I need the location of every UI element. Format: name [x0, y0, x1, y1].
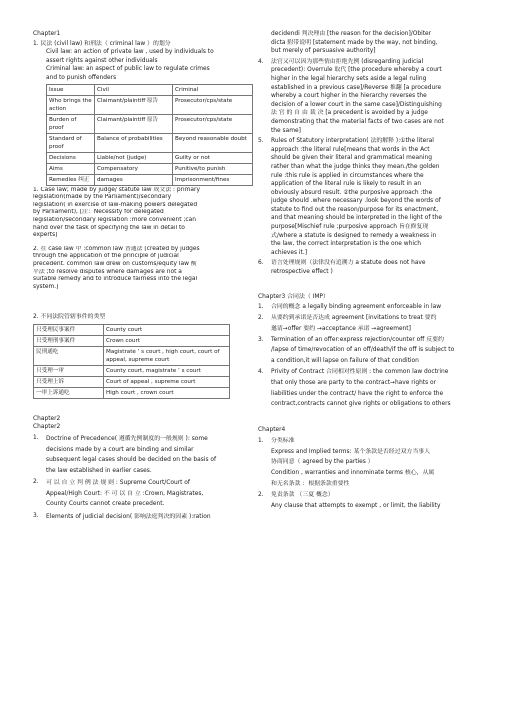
- civil-criminal-table-cell: Burden of proof: [47, 114, 95, 133]
- court-table-cell: 只受理上诉: [34, 376, 104, 387]
- chapter2-item: [33, 478, 243, 510]
- chapter2-list: [33, 434, 243, 522]
- chapter3-line: [258, 389, 473, 400]
- interpretation-line: rather than what the judge thinks they mean./the golden: [271, 163, 440, 170]
- interpretation-line: obviously absurd result. ②the purposive approach :the: [271, 189, 433, 196]
- chapter3-line: [258, 335, 473, 346]
- civil-law-def: Civil law: an action of private law , used by individuals to: [46, 49, 214, 56]
- chapter2-item: [33, 512, 243, 523]
- right-column: decidendi 判决理由 [the reason for the decision]/Obiter dicta 附带说明 [statement made by the way, not binding, but merely of persuasive authority] 4. 法官又可以因为那些情由拒绝先例 (disregarding judicial precedent): Overrule 取代 [the procedure whereby a court higher in the legal hierarchy sets aside a legal ruling established in a previous case]/Reverse 推翻 [a procedure whereby a court higher in the hierarchy reverses the decision of a lower court in the same case]/Distinguishing 法 官 的 自 由 裁 决 [a precedent is avoided by a judge demonstrating that the material facts of two cases are not the same] 5. Rules of Statutory interpretation( 法的解释 ):①the literal approach :the literal rule[means that words in the Act should be given their literal and grammatical meaning rather than what the judge thinks they mean./the golden rule :this rule is applied in circumstances where the application of the literal rule is likely to result in an obviously absurd result. ②the purposive approach :the judge should .where necessary .look beyond the words of statute to find out the reason/purpose for its enactment, and that meaning should be interpreted in the light of the purpose[Mischief rule ;purposive approach 旨在修复现 式/where a statute is designed to remedy a weakness in the law, the correct interpretation is the one which achieves it.] 6. 语言处理规则（法律没有追溯力 a statute does not have retrospective effect ) Chapter3 合同法（ IMP） 1. 合同的概念 a legally binding agreement enforceable in law 2. 从要约到承诺是否达成 agreement [invitations to treat 要约 邀请→offer 要约 →acceptance 承诺 →agreement] 3. Termination of an offer:express rejection/counter off 反要约 /lapse of time/revocation of an off/death/if the off is subject to a condition,it will lapse on failure of that condition 4. Privity of Contract 合同相对性原则 : the common law doctrine that only those are party to the contract→have rights or liabilities under the contract/ have the right to enforce the contract,contracts cannot give rights or obligations to others Chapter4 1. 分类标准 Express and Implied terms: 某个条款是否经过双方当事人 协商同意（ agreed by the parties ） Condition , warranties and innominate terms 核心，从属 和无名条款 ：根据条款重要性 2. 免责条款 （三夏 概念） Any clause that attempts to exempt , or limit, the liability: [258, 30, 473, 511]
- chapter3-line: [258, 324, 473, 335]
- interpretation-line: should be given their literal and grammatical meaning: [271, 155, 432, 162]
- case-law-line: experts]: [33, 232, 58, 239]
- civil-criminal-table-cell: Claimant/plaintiff 原告: [95, 95, 173, 114]
- civil-criminal-table-cell: Remedies 纠正: [47, 174, 95, 185]
- interpretation-line: application of the literal rule is likely to result in an: [271, 181, 422, 188]
- precedent-line: 法 官 的 自 由 裁 决 [a precedent is avoided by a judge: [271, 110, 428, 117]
- chapter3-line: [258, 313, 473, 324]
- item-number: [258, 447, 271, 458]
- civil-criminal-table-cell: Prosecutor/cps/state: [173, 95, 253, 114]
- item-number: 3.: [258, 336, 264, 343]
- interpretation-line: the law, the correct interpretation is the one which: [271, 241, 421, 248]
- civil-criminal-table-cell: Criminal: [173, 84, 253, 95]
- ratio-decidendi-paragraph: [258, 30, 473, 56]
- chapter3-text: a condition,it will lapse on failure of that condition: [271, 358, 419, 365]
- retrospective-paragraph: [271, 259, 473, 276]
- item-number: [258, 457, 271, 468]
- chapter4-text: 和无名条款 ：根据条款重要性: [271, 480, 350, 487]
- criminal-law-def: Criminal law: an aspect of public law to regulate crimes: [46, 66, 210, 73]
- court-table-cell: Magistrate ’ s court , high court, court of appeal, supreme court: [104, 346, 230, 365]
- court-table-cell: Court of appeal , supreme court: [104, 376, 230, 387]
- item-number: 1.: [258, 437, 264, 444]
- statutory-interpretation-paragraph: [271, 137, 473, 257]
- chapter4-list: [258, 436, 473, 512]
- chapter3-line: [258, 367, 473, 378]
- court-table-cell: County court: [104, 324, 230, 335]
- civil-criminal-table-cell: Claimant/plaintiff 原告: [95, 114, 173, 133]
- chapter2-item-line: the law established in earlier cases.: [46, 467, 152, 474]
- chapter4-line: [258, 457, 473, 468]
- common-law-paragraph: [33, 246, 243, 292]
- chapter3-line: [258, 378, 473, 389]
- interpretation-line: and that meaning should be interpreted in the light of the: [271, 215, 442, 222]
- common-law-line: 2. 在 case law 中 :common law 普通法 [created by judges: [33, 245, 200, 252]
- precedent-line: 法官又可以因为那些情由拒绝先例 (disregarding judicial: [271, 58, 424, 65]
- civil-criminal-table-cell: Prosecutor/cps/state: [173, 114, 253, 133]
- interpretation-line: purpose[Mischief rule ;purposive approach 旨在修复现: [271, 224, 429, 231]
- court-table-row: [34, 387, 230, 398]
- item-number: 2.: [258, 315, 264, 322]
- item-number: [258, 399, 271, 410]
- civil-criminal-table-cell: Balance of probabilities: [95, 133, 173, 152]
- precedent-line: precedent): Overrule 取代 [the procedure whereby a court: [271, 67, 442, 74]
- section1-title: 1. 民法 (civil law) 和刑法（ criminal law ）的划分: [33, 40, 171, 47]
- chapter2-heading: Chapter2: [33, 415, 61, 422]
- chapter4-line: [258, 436, 473, 447]
- item-number: [258, 468, 271, 479]
- case-law-line: hand over the task of specifying the law in detail to: [33, 224, 185, 231]
- civil-law-def-cont: assert rights against other individuals: [46, 57, 158, 64]
- chapter4-line: [258, 447, 473, 458]
- item-number: [258, 324, 271, 335]
- interpretation-line: 式/where a statute is designed to remedy a weakness in: [271, 232, 437, 239]
- case-law-line: by Parliament), [注：Necessity for delegated: [33, 209, 164, 216]
- ratio-line: dicta 附带说明 [statement made by the way, not binding,: [271, 39, 438, 46]
- civil-criminal-table-cell: Liable/not (judge): [95, 152, 173, 163]
- chapter4-line: [258, 468, 473, 479]
- civil-criminal-table-cell: Civil: [95, 84, 173, 95]
- item-number: [258, 501, 271, 512]
- chapter2-item-line: subsequent legal cases should be decided on the basis of: [46, 457, 217, 464]
- chapter2-item-line: Elements of judicial decision( 影响法庭判决的因素 ):ration: [46, 513, 211, 520]
- chapter4-line: [258, 501, 473, 512]
- chapter3-line: [258, 302, 473, 313]
- court-table-cell: High court , crown court: [104, 387, 230, 398]
- civil-criminal-table-cell: Who brings the action: [47, 95, 95, 114]
- item-number: 1.: [33, 435, 39, 442]
- chapter3-text: contract,contracts cannot give rights or obligations to others: [271, 401, 451, 408]
- item-number: 2.: [258, 491, 264, 498]
- criminal-law-def-cont: and to punish offenders: [46, 74, 117, 81]
- chapter2-item-line: County Courts cannot create precedent.: [46, 501, 165, 508]
- item-number: 3.: [33, 512, 39, 519]
- court-table-row: [34, 335, 230, 346]
- court-table-cell: 只受理刑事案件: [34, 335, 104, 346]
- chapter4-text: 协商同意（ agreed by the parties ）: [271, 459, 374, 466]
- chapter2-item: [33, 434, 243, 476]
- chapter4-line: [258, 479, 473, 490]
- interpretation-line: judge should .where necessary .look beyond the words of: [271, 198, 441, 205]
- civil-criminal-table-row: [47, 152, 253, 163]
- court-table-cell: Crown court: [104, 335, 230, 346]
- case-law-line: legislation( in exercise of law-making powers delegated: [33, 201, 198, 208]
- precedent-line: established in a previous case]/Reverse 推翻 [a procedure: [271, 84, 442, 91]
- chapter3-text: 从要约到承诺是否达成 agreement [invitations to treat 要约: [271, 315, 437, 322]
- court-table-row: [34, 365, 230, 376]
- chapter4-text: 免责条款 （三夏 概念）: [271, 491, 334, 498]
- precedent-line: the same]: [271, 127, 301, 134]
- court-jurisdiction-table: [33, 324, 230, 399]
- interpretation-line: statute to find out the reason/purpose for its enactment,: [271, 206, 439, 213]
- chapter3-text: Termination of an offer:express rejection/counter off 反要约: [271, 336, 444, 343]
- case-law-paragraph: [33, 187, 243, 240]
- civil-criminal-table-cell: Imprisonment/fines: [173, 174, 253, 185]
- chapter2-subheading: Chapter2: [33, 424, 61, 431]
- chapter4-text: 分类标准: [271, 437, 295, 444]
- precedent-line: decision of a lower court in the same case]/Distinguishing: [271, 101, 442, 108]
- civil-criminal-table-cell: damages: [95, 174, 173, 185]
- civil-criminal-table-row: [47, 133, 253, 152]
- common-law-line: through the application of the principle of judicial: [33, 253, 179, 260]
- common-law-line: precedent. common law drew on customs/equity law 衡: [33, 260, 197, 267]
- precedent-line: higher in the legal hierarchy sets aside a legal ruling: [271, 75, 427, 82]
- item-number: [258, 378, 271, 389]
- item-number: [258, 479, 271, 490]
- chapter3-text: 合同的概念 a legally binding agreement enforceable in law: [271, 304, 442, 311]
- court-table-row: [34, 346, 230, 365]
- civil-criminal-table: [46, 84, 253, 186]
- interpretation-line: achieves it.]: [271, 249, 308, 256]
- common-law-line: suitable remedy and to introduce fairness into the legal: [33, 276, 198, 283]
- civil-criminal-table-cell: Guilty or not: [173, 152, 253, 163]
- common-law-line: system.]: [33, 283, 59, 290]
- court-table-cell: 民刑通吃: [34, 346, 104, 365]
- section2-title: 2. 不同法院管辖事件的类型: [33, 314, 106, 321]
- chapter3-text: liabilities under the contract/ have the right to enforce the: [271, 390, 444, 397]
- court-table-row: [34, 324, 230, 335]
- interpretation-line: approach :the literal rule[means that words in the Act: [271, 146, 430, 153]
- chapter4-text: Express and Implied terms: 某个条款是否经过双方当事人: [271, 448, 431, 455]
- civil-criminal-table-row: [47, 163, 253, 174]
- civil-criminal-table-row: [47, 114, 253, 133]
- interpretation-line: rule :this rule is applied in circumstances where the: [271, 172, 424, 179]
- item-number: [258, 345, 271, 356]
- civil-criminal-table-cell: Aims: [47, 163, 95, 174]
- chapter2-item-line: Appeal/High Court: 不 可 以 自 立 :Crown, Magistrates,: [46, 490, 204, 497]
- civil-criminal-table-cell: Decisions: [47, 152, 95, 163]
- chapter3-line: [258, 356, 473, 367]
- chapter1-heading: Chapter1: [33, 31, 61, 37]
- chapter4-text: Any clause that attempts to exempt , or limit, the liability: [271, 502, 441, 509]
- chapter3-list: [258, 302, 473, 410]
- chapter3-text: 邀请→offer 要约 →acceptance 承诺 →agreement]: [271, 325, 411, 332]
- civil-criminal-table-cell: Beyond reasonable doubt: [173, 133, 253, 152]
- chapter4-heading: Chapter4: [258, 427, 286, 434]
- item-number: [258, 356, 271, 367]
- civil-criminal-table-cell: Standard of proof: [47, 133, 95, 152]
- court-table-cell: 只受理一审: [34, 365, 104, 376]
- court-table-cell: 只受理民事案件: [34, 324, 104, 335]
- disregarding-precedent-paragraph: [271, 58, 473, 135]
- ratio-line: but merely of persuasive authority]: [271, 48, 376, 55]
- chapter4-line: [258, 490, 473, 501]
- ratio-line: decidendi 判决理由 [the reason for the decision]/Obiter: [271, 31, 432, 37]
- item-number: 1.: [258, 304, 264, 311]
- chapter2-item-line: Doctrine of Precedence( 遵循先例制度的一般规则 ): some: [46, 436, 208, 443]
- case-law-line: legislation/secondary legislation :more convenient ;can: [33, 216, 197, 223]
- civil-criminal-table-cell: Issue: [47, 84, 95, 95]
- item-number: 4.: [258, 369, 264, 375]
- chapter3-text: that only those are party to the contract→have rights or: [271, 379, 437, 386]
- chapter3-line: [258, 345, 473, 356]
- court-table-row: [34, 376, 230, 387]
- interpretation-line: Rules of Statutory interpretation( 法的解释 ):①the literal: [271, 138, 434, 145]
- chapter3-line: [258, 399, 473, 410]
- precedent-line: demonstrating that the material facts of two cases are not: [271, 118, 444, 125]
- left-column: [33, 30, 247, 522]
- retrospective-line: 语言处理规则（法律没有追溯力 a statute does not have: [271, 260, 426, 267]
- civil-criminal-table-cell: Punitive/to punish: [173, 163, 253, 174]
- precedent-line: whereby a court higher in the hierarchy reverses the: [271, 93, 427, 100]
- item-number: 2.: [33, 479, 39, 486]
- civil-criminal-table-row: [47, 95, 253, 114]
- chapter3-text: /lapse of time/revocation of an off/death/if the off is subject to: [271, 347, 455, 354]
- case-law-line: legislation(made by the Parliament)/secondary: [33, 194, 172, 201]
- chapter3-heading: Chapter3 合同法（ IMP）: [258, 293, 329, 300]
- civil-criminal-table-row: [47, 84, 253, 95]
- case-law-line: 1. Case law; made by judge/ statute law 成文法 : primary: [33, 186, 200, 193]
- chapter3-text: Privity of Contract 合同相对性原则 : the common law doctrine: [271, 369, 449, 375]
- court-table-cell: County court, magistrate ’ s court: [104, 365, 230, 376]
- common-law-line: 平法 ;to resolve disputes where damages are not a: [33, 268, 182, 275]
- chapter4-text: Condition , warranties and innominate terms 核心，从属: [271, 470, 435, 477]
- chapter2-item-line: decisions made by a court are binding and similar: [46, 446, 194, 453]
- civil-criminal-table-cell: Compensatory: [95, 163, 173, 174]
- item-number: [258, 389, 271, 400]
- court-table-cell: 一审上诉通吃: [34, 387, 104, 398]
- chapter2-item-line: 可 以 自 立 判 例 法 规 则 : Supreme Court/Court of: [46, 480, 190, 487]
- retrospective-line: retrospective effect ): [271, 269, 333, 276]
- civil-criminal-table-row: [47, 174, 253, 185]
